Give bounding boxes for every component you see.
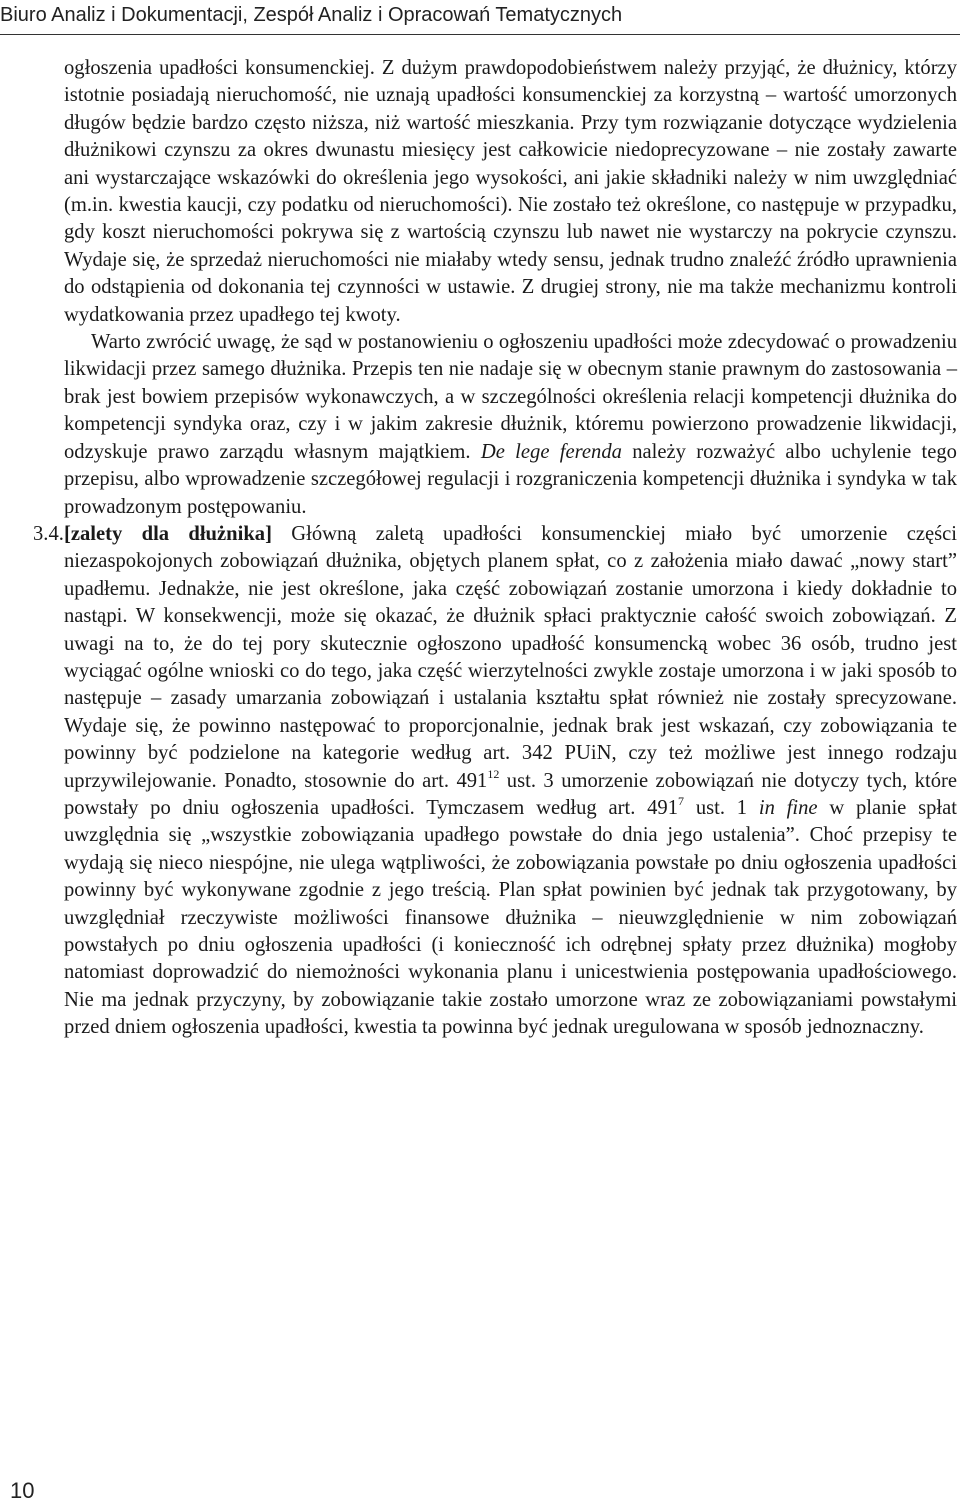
section-3-4: [33, 521, 957, 1042]
section-heading: [zalety dla dłużnika]: [64, 522, 272, 545]
paragraph-2-text-a: Warto zwrócić uwagę, że sąd w postanowieniu o ogłoszeniu upadłości może zdecydować o prowadzeniu likwidacji przez samego dłużnika. Przepis ten nie nadaje się w obecnym stanie prawnym do zastosowania – brak jest bowiem przepisów wykonawczych, a w szczególności określenia relacji kompetencji dłużnika do kompetencji syndyka oraz, czy i w jakim zakresie dłużnik, któremu powierzono prowadzenie likwidacji, odzyskuje prawo zarządu własnym majątkiem.: [64, 331, 957, 463]
document-body: [33, 55, 957, 1042]
section-number: 3.4.: [33, 522, 64, 545]
paragraph-2: [64, 329, 957, 521]
paragraph-2-text-b: należy rozważyć albo uchylenie tego przepisu, albo wprowadzenie szczegółowej regulacji i rozgraniczenia kompetencji dłużnika i syndyka w tak prowadzonym postępowaniu.: [64, 440, 957, 518]
superscript-12: 12: [487, 766, 500, 781]
header-rule: [0, 34, 960, 35]
paragraph-1: [64, 55, 957, 329]
superscript-7: 7: [678, 793, 685, 808]
paragraph-1-text: ogłoszenia upadłości konsumenckiej. Z dużym prawdopodobieństwem należy przyjąć, że dłużnicy, którzy istotnie posiadają nieruchomość, nie uznają upadłości konsumenckiej za korzystną – wartość umorzonych długów będzie bardzo często niższa, niż wartość mieszkania. Przy tym rozwiązanie dotyczące wydzielenia dłużnikowi czynszu za okres dwunastu miesięcy jest całkowicie niedoprecyzowane – nie zostały zawarte ani wystarczające wskazówki do określenia jego wysokości, ani jakie składniki należy w nim uwzględniać (m.in. kwestia kaucji, czy podatku od nieruchomości). Nie zostało też określone, co następuje w przypadku, gdy koszt nieruchomości pokrywa się z wartością czynszu lub nawet nie wystarczy na pokrycie czynszu. Wydaje się, że sprzedaż nieruchomości nie miałaby wtedy sensu, jednak trudno znaleźć źródło uprawnienia do odstąpienia od dokonania tej czynności w ustawie. Z drugiej strony, nie ma także mechanizmu kontroli wydatkowania przez upadłego tej kwoty.: [64, 57, 957, 326]
section-text-a: Główną zaletą upadłości konsumenckiej miało być umorzenie części niezaspokojonych zobowiązań dłużnika, objętych planem spłat, co z założenia miało dawać „nowy start” upadłemu. Jednakże, nie jest określone, jaka część zobowiązań zostanie umorzona i kiedy dokładnie to nastąpi. W konsekwencji, może się okazać, że dłużnik spłaci praktycznie całość swoich zobowiązań. Z uwagi na to, że do tej pory skutecznie ogłoszono upadłość konsumencką wobec 36 osób, trudno jest wyciągać ogólne wnioski co do tego, jaka część wierzytelności zwykle zostaje umorzona i w jaki sposób to następuje – zasady umarzania zobowiązań i ustalania kształtu spłat również nie zostały sprecyzowane. Wydaje się, że powinno następować to proporcjonalnie, jednak brak jest wskazań, czy zobowiązania te powinny być podzielone na kategorie według art. 342 PUiN, czy też możliwe jest innego rodzaju uprzywilejowanie. Ponadto, stosownie do art. 491: [64, 522, 957, 792]
paragraph-2-italic: De lege ferenda: [480, 440, 622, 463]
page-number: 10: [10, 1478, 35, 1503]
section-text-d: w planie spłat uwzględnia się „wszystkie zobowiązania upadłego powstałe do dnia jego ustalenia”. Choć przepisy te wydają się nieco niespójne, nie ulega wątpliwości, że zobowiązania powstałe po dniu ogłoszenia upadłości powinny być wykonywane zgodnie z jego treścią. Plan spłat powinien być jednak tak przygotowany, by uwzględniał rzeczywiste możliwości finansowe dłużnika – nieuwzględnienie w nim zobowiązań powstałych po dniu ogłoszenia upadłości (i konieczność ich odrębnej spłaty przez dłużnika) mogłoby natomiast doprowadzić do niemożności wykonania planu i unicestwienia postępowania upadłościowego. Nie ma jednak przyczyny, by zobowiązanie takie zostało umorzone wraz ze zobowiązaniami powstałymi przed dniem ogłoszenia upadłości, kwestia ta powinna być jednak uregulowana w sposób jednoznaczny.: [64, 796, 957, 1039]
section-italic: in fine: [758, 796, 818, 819]
running-header: Biuro Analiz i Dokumentacji, Zespół Analiz i Opracowań Tematycznych: [0, 4, 623, 26]
section-text-c: ust. 1: [684, 796, 759, 819]
section-text-b: ust. 3 umorzenie zobowiązań nie dotyczy tych, które powstały po dniu ogłoszenia upadłości. Tymczasem według art. 491: [64, 769, 957, 819]
